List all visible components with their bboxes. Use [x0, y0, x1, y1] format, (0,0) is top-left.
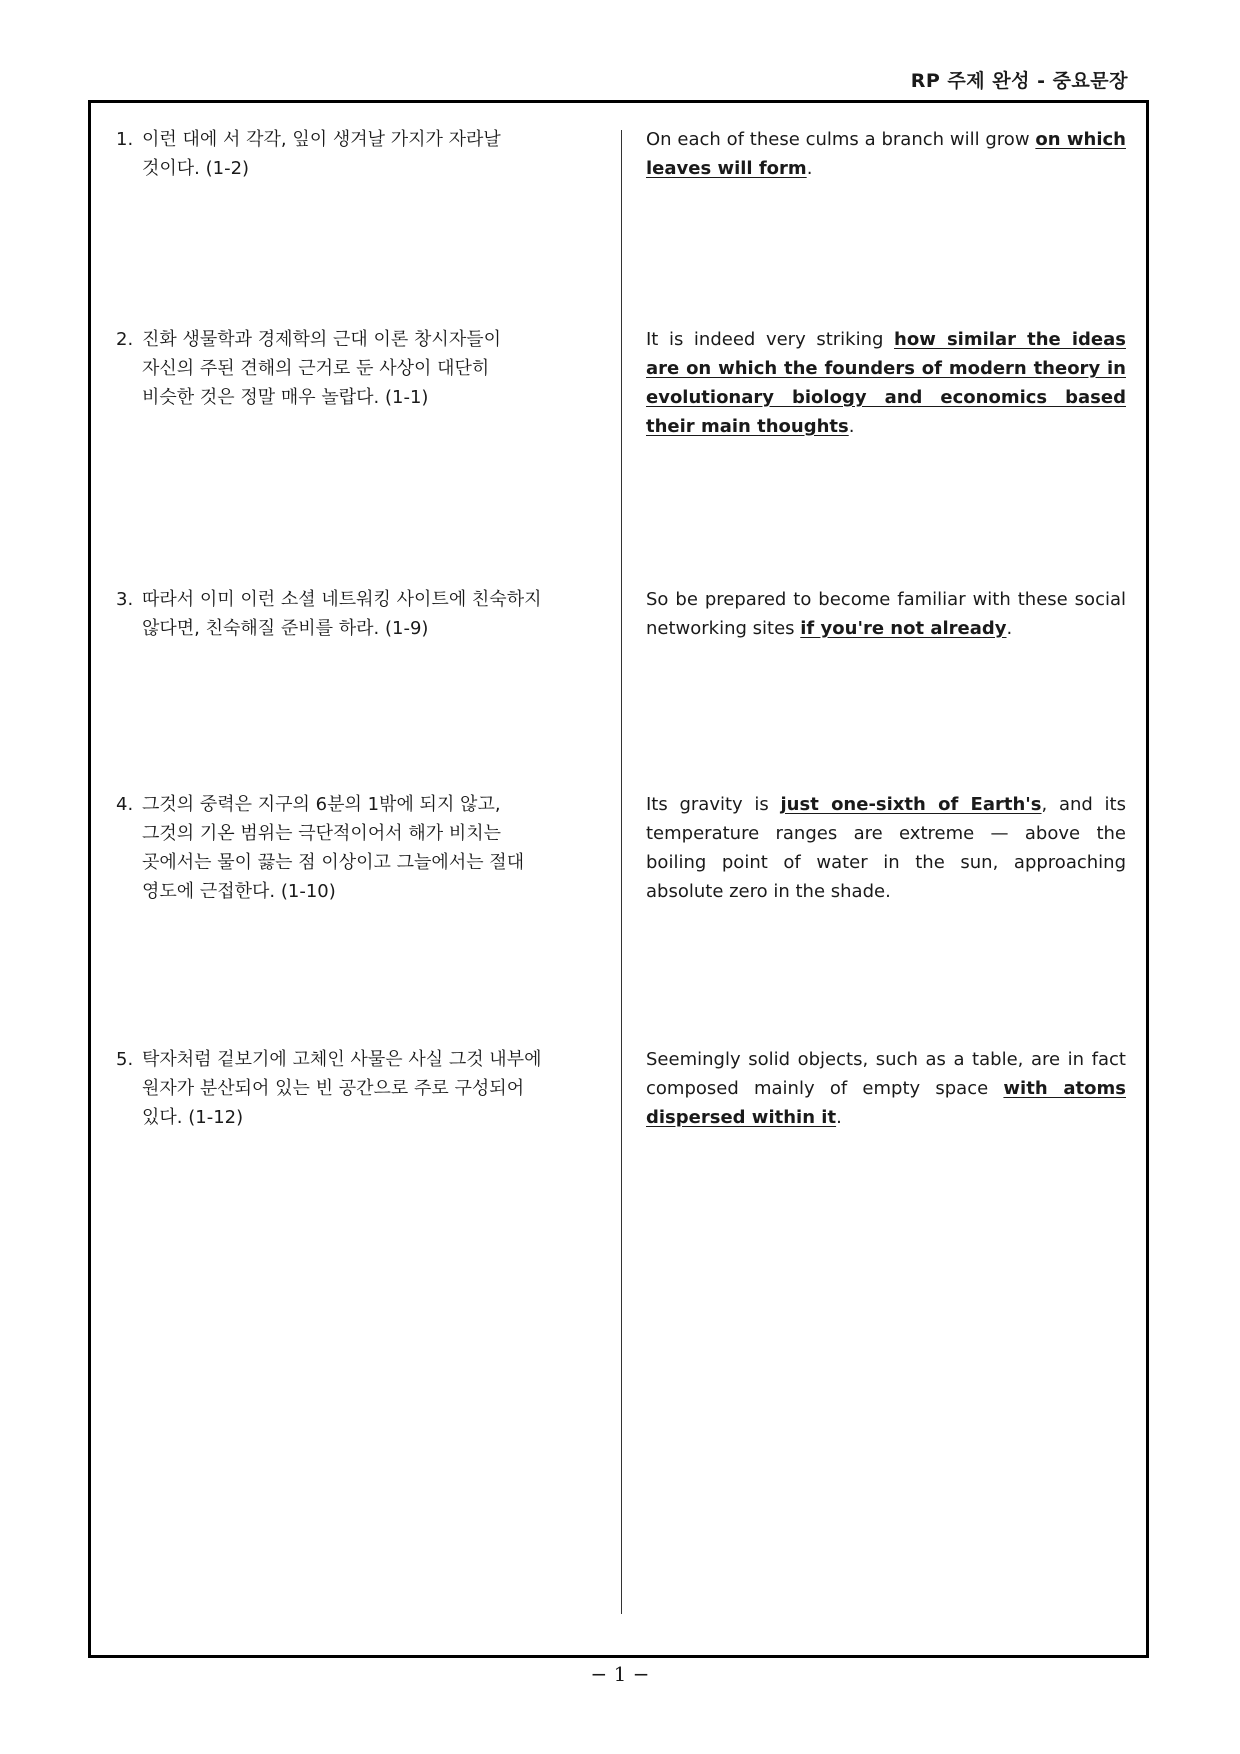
korean-line: 것이다. (1-2) — [142, 158, 250, 179]
korean-line: 이런 대에 서 각각, 잎이 생겨날 가지가 자라날 — [142, 129, 501, 150]
korean-line: 그것의 기온 범위는 극단적이어서 해가 비치는 — [142, 823, 501, 844]
english-sentence — [646, 1045, 1126, 1132]
korean-line: 그것의 중력은 지구의 6분의 1밖에 되지 않고, — [142, 794, 501, 815]
page-header-title: RP 주제 완성 - 중요문장 — [910, 70, 1128, 92]
korean-line: 비슷한 것은 정말 매우 놀랍다. (1-1) — [142, 387, 429, 408]
korean-sentence — [116, 790, 596, 906]
korean-line: 곳에서는 물이 끓는 점 이상이고 그늘에서는 절대 — [142, 852, 525, 873]
item-number: 4. — [116, 794, 134, 815]
english-text: So be prepared to become familiar with these social networking sites — [646, 589, 1126, 639]
english-sentence — [646, 790, 1126, 906]
korean-sentence — [116, 325, 596, 412]
korean-line: 따라서 이미 이런 소셜 네트워킹 사이트에 친숙하지 — [142, 589, 542, 610]
english-text: Its gravity is — [646, 794, 781, 815]
english-text: . — [848, 416, 855, 437]
key-phrase: on which leaves will form — [646, 129, 1126, 179]
english-text: It is indeed very striking — [646, 329, 895, 350]
item-number: 3. — [116, 589, 134, 610]
item-number: 1. — [116, 129, 134, 150]
column-divider — [621, 130, 622, 1614]
key-phrase: if you're not already — [800, 618, 1007, 639]
page-number: − 1 − — [590, 1662, 650, 1686]
korean-sentence — [116, 125, 596, 183]
english-text: , and its temperature ranges are extreme — above the boiling point of water in the sun, approaching absolute zero in the shade. — [646, 794, 1126, 902]
korean-sentence — [116, 585, 596, 643]
english-sentence — [646, 125, 1126, 183]
key-phrase: just one-sixth of Earth's — [780, 794, 1042, 815]
korean-line: 영도에 근접한다. (1-10) — [142, 881, 336, 902]
korean-line: 원자가 분산되어 있는 빈 공간으로 주로 구성되어 — [142, 1078, 525, 1099]
korean-sentence — [116, 1045, 596, 1132]
korean-line: 않다면, 친숙해질 준비를 하라. (1-9) — [142, 618, 429, 639]
key-phrase: how similar the ideas are on which the founders of modern theory in evolutionary biology and economics based their main thoughts — [646, 329, 1126, 437]
english-text: Seemingly solid objects, such as a table, are in fact composed mainly of empty space — [646, 1049, 1126, 1099]
english-text: . — [806, 158, 813, 179]
korean-line: 자신의 주된 견해의 근거로 둔 사상이 대단히 — [142, 358, 490, 379]
item-number: 5. — [116, 1049, 134, 1070]
korean-line: 있다. (1-12) — [142, 1107, 244, 1128]
english-text: . — [1006, 618, 1013, 639]
english-sentence — [646, 585, 1126, 643]
korean-line: 탁자처럼 겉보기에 고체인 사물은 사실 그것 내부에 — [142, 1049, 542, 1070]
english-text: . — [836, 1107, 842, 1128]
english-sentence — [646, 325, 1126, 441]
item-number: 2. — [116, 329, 134, 350]
english-text: On each of these culms a branch will grow — [646, 129, 1036, 150]
korean-line: 진화 생물학과 경제학의 근대 이론 창시자들이 — [142, 329, 501, 350]
key-phrase: with atoms dispersed within it — [646, 1078, 1126, 1128]
